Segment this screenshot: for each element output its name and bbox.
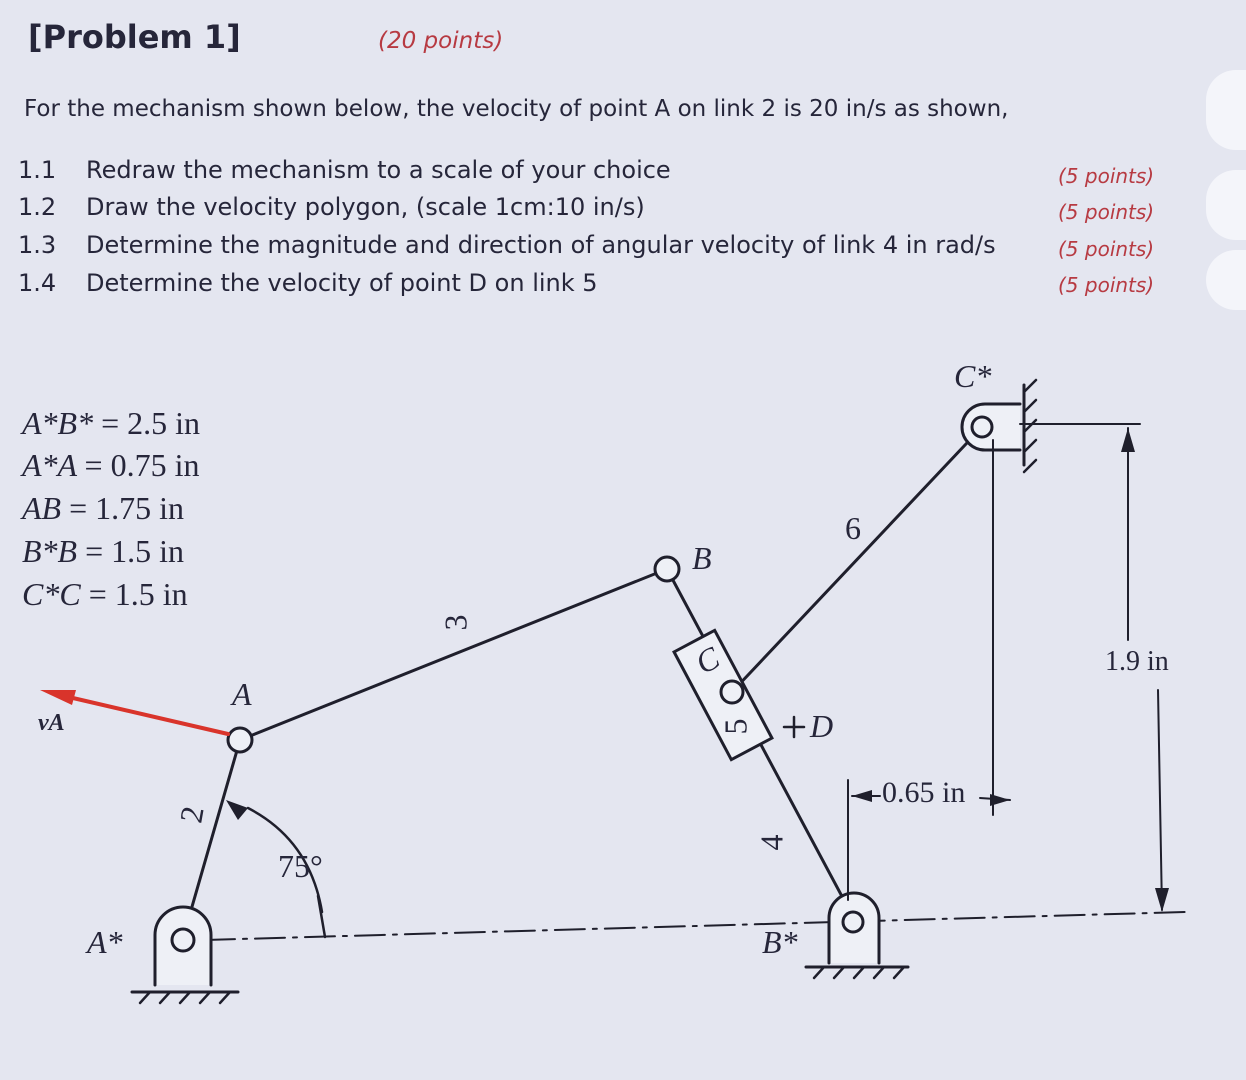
link-3 xyxy=(240,569,667,740)
given-value: = 1.5 in xyxy=(85,533,185,569)
joint-c xyxy=(721,681,743,703)
given-value: = 1.5 in xyxy=(88,576,188,612)
given-value: = 0.75 in xyxy=(84,447,200,483)
label-point-c: C xyxy=(689,639,726,681)
joint-b xyxy=(655,557,679,581)
label-velocity-va: vA xyxy=(38,710,65,736)
ground-centerline xyxy=(205,912,1185,940)
given-label: AB xyxy=(22,490,62,526)
ground-pivot-b-star xyxy=(806,893,908,978)
task-points: (5 points) xyxy=(1058,164,1155,188)
link-6 xyxy=(732,427,982,692)
given-label: A*B* xyxy=(22,405,94,441)
task-points: (5 points) xyxy=(1058,237,1155,261)
label-link-6: 6 xyxy=(845,510,861,546)
label-link-4: 4 xyxy=(753,834,790,851)
velocity-arrow xyxy=(60,695,228,734)
given-value: = 2.5 in xyxy=(101,405,201,441)
given-label: A*A xyxy=(22,447,77,483)
label-link-2: 2 xyxy=(172,803,211,826)
task-number: 1.2 xyxy=(18,193,57,221)
task-text: Redraw the mechanism to a scale of your choice xyxy=(86,156,671,184)
given-value: = 1.75 in xyxy=(69,490,185,526)
task-text: Determine the magnitude and direction of angular velocity of link 4 in rad/s xyxy=(86,231,996,259)
task-points: (5 points) xyxy=(1058,200,1155,224)
label-link-3: 3 xyxy=(437,614,474,631)
task-number: 1.3 xyxy=(18,231,57,259)
label-c-star: C* xyxy=(954,358,992,394)
problem-title: [Problem 1] xyxy=(28,18,241,56)
label-angle: 75° xyxy=(278,848,323,884)
given-label: C*C xyxy=(22,576,81,612)
task-text: Draw the velocity polygon, (scale 1cm:10 in/s) xyxy=(86,193,645,221)
label-point-d: D xyxy=(810,708,834,744)
label-a-star: A* xyxy=(87,924,123,960)
label-point-b: B xyxy=(692,540,712,576)
task-number: 1.1 xyxy=(18,156,57,184)
label-point-a: A xyxy=(232,676,252,712)
label-b-star: B* xyxy=(762,924,798,960)
task-points: (5 points) xyxy=(1058,273,1155,297)
task-number: 1.4 xyxy=(18,269,57,297)
problem-intro: For the mechanism shown below, the velocity of point A on link 2 is 20 in/s as shown, xyxy=(24,96,1009,122)
task-text: Determine the velocity of point D on link 5 xyxy=(86,269,598,297)
label-dim-vertical: 1.9 in xyxy=(1105,646,1169,677)
label-dim-horizontal: 0.65 in xyxy=(882,776,966,809)
label-link-5: 5 xyxy=(717,718,754,735)
problem-points: (20 points) xyxy=(378,28,504,54)
ground-pivot-a-star xyxy=(132,907,238,1003)
given-label: B*B xyxy=(22,533,78,569)
edge-shape xyxy=(1206,70,1246,150)
joint-a xyxy=(228,728,252,752)
